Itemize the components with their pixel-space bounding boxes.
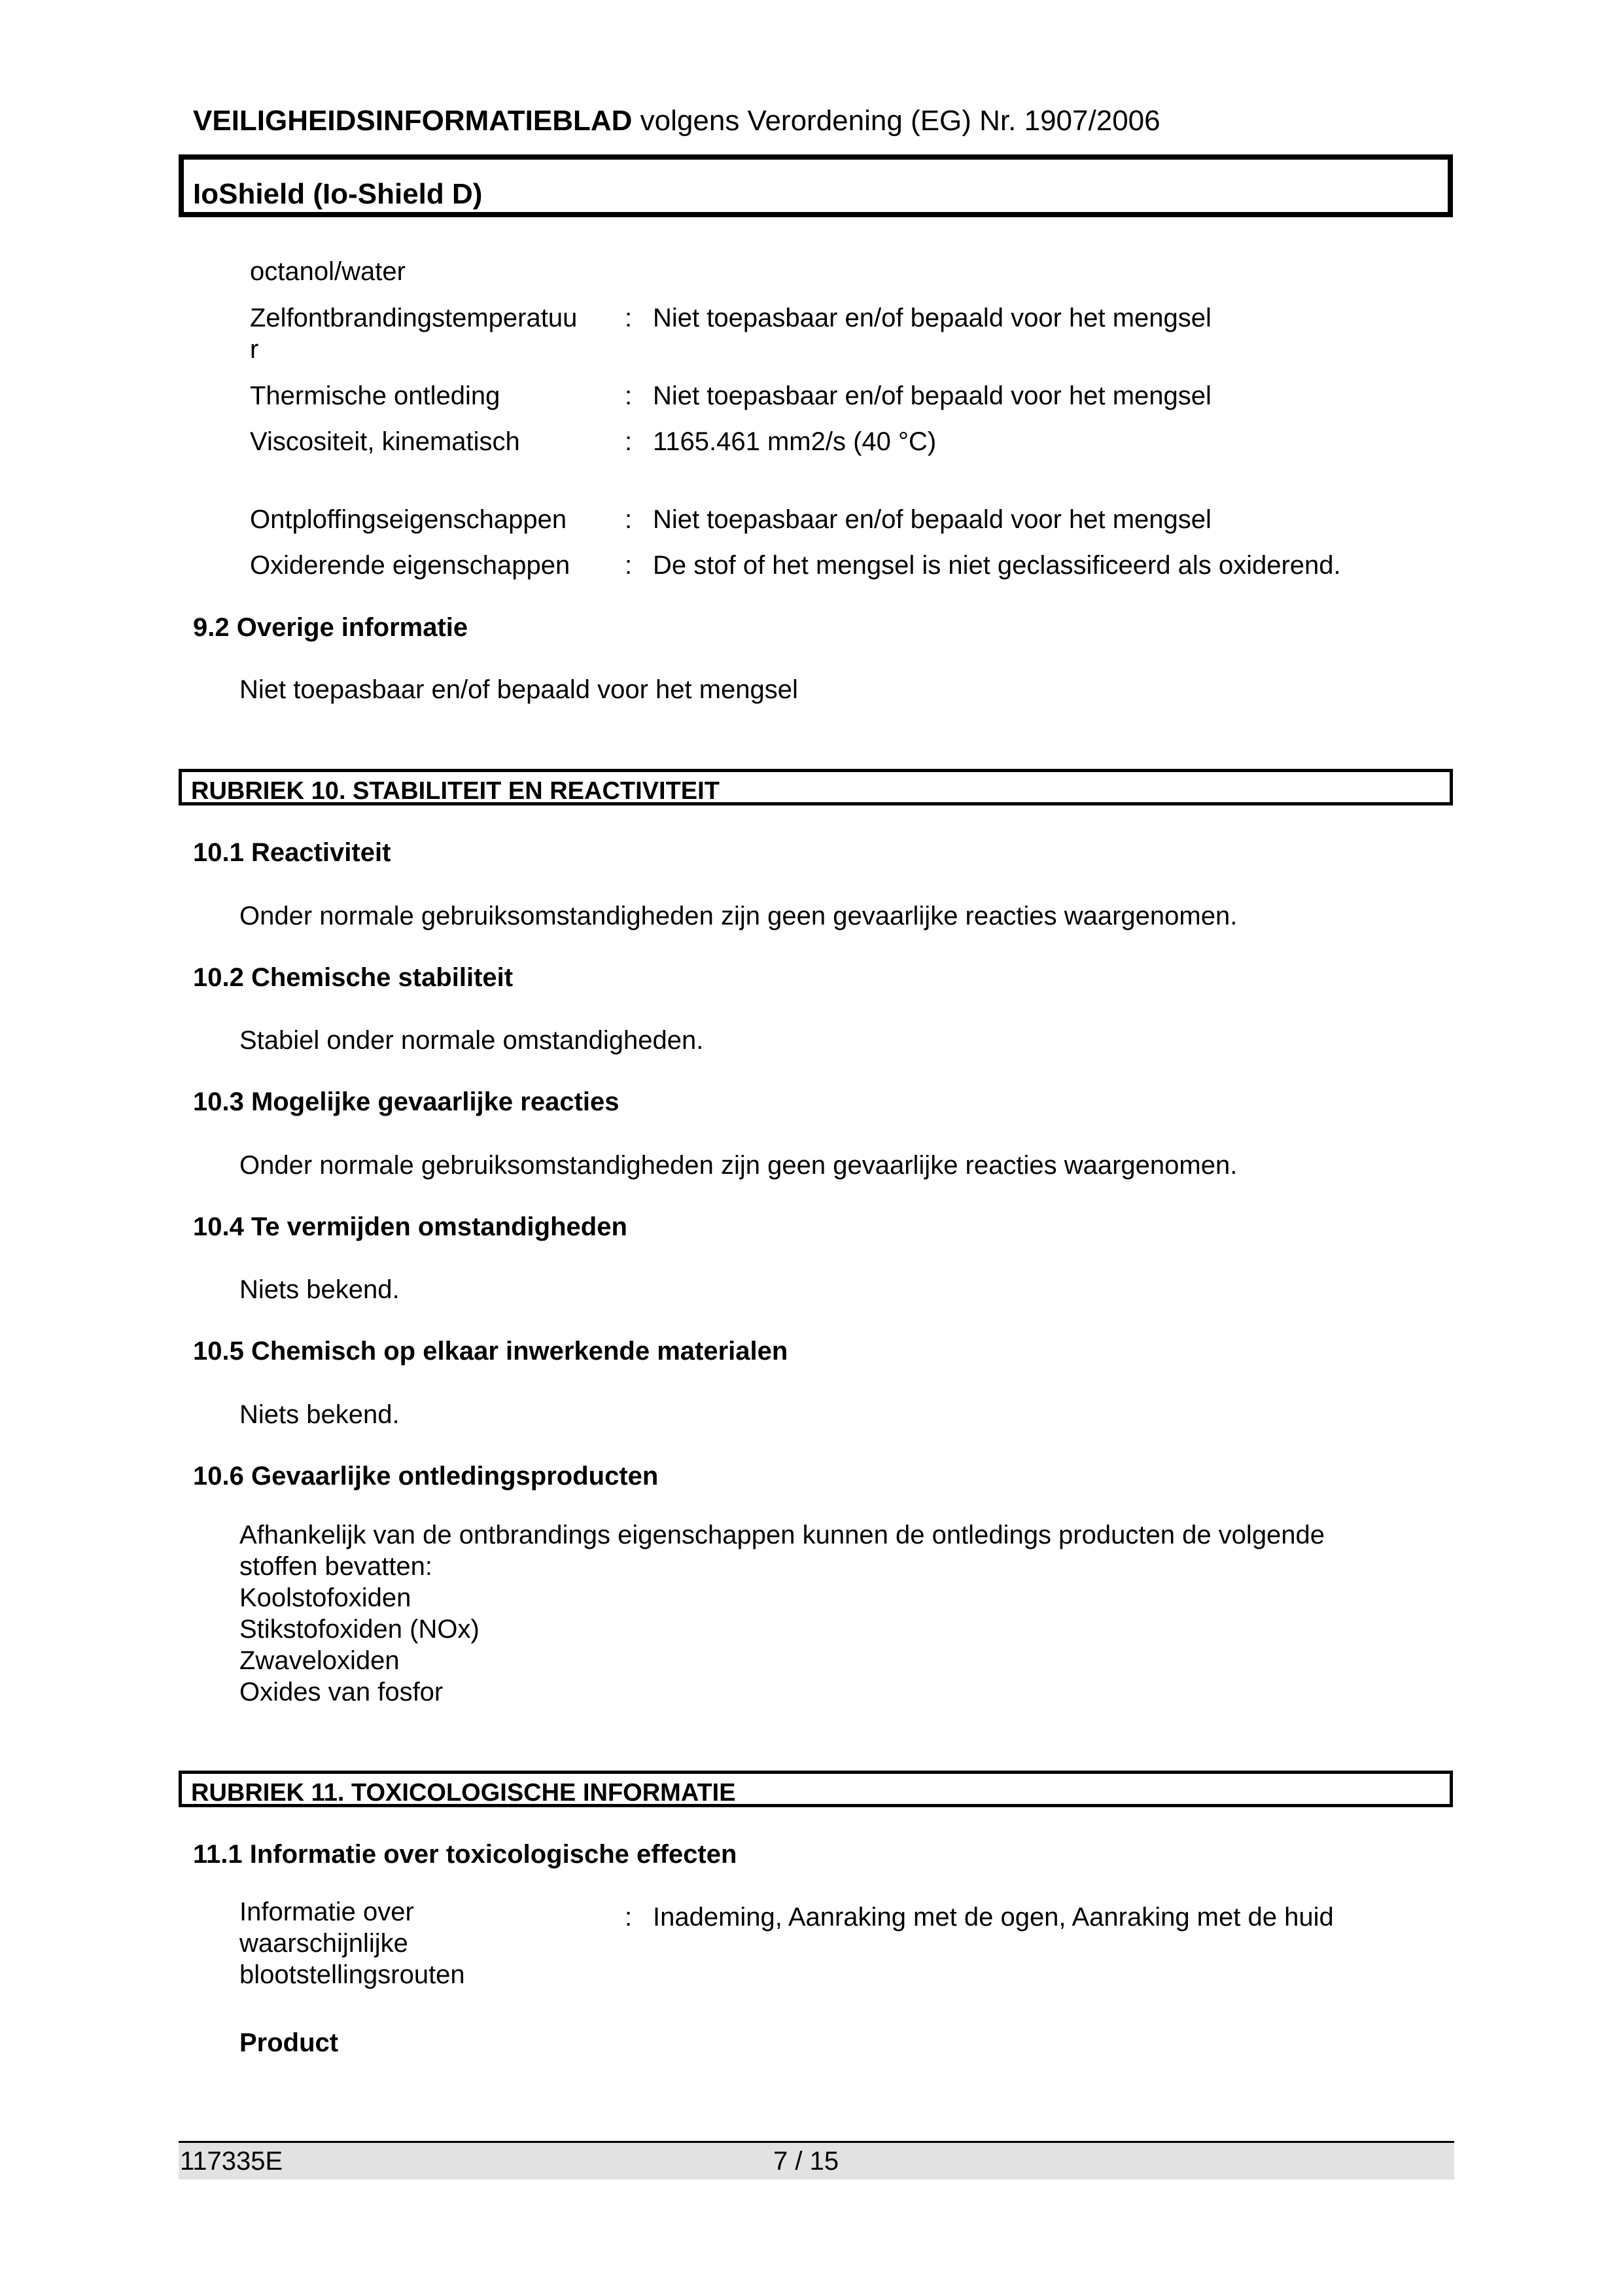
exposure-routes-label-line: Informatie over [239,1898,414,1926]
decomposition-line: stoffen bevatten: [239,1552,433,1581]
subsection-text-10-2: Stabiel onder normale omstandigheden. [239,1026,704,1055]
subsection-text-10-5: Niets bekend. [239,1400,400,1429]
property-label-thermal: Thermische ontleding [250,381,500,410]
exposure-routes-label-line: blootstellingsrouten [239,1960,465,1989]
property-colon: : [625,551,633,580]
subsection-heading-10-1: 10.1 Reactiviteit [193,838,391,867]
subsection-text-9-2: Niet toepasbaar en/of bepaald voor het mengsel [239,675,798,704]
property-value-oxidizing: De stof of het mengsel is niet geclassificeerd als oxiderend. [653,551,1341,580]
decomposition-line: Oxides van fosfor [239,1678,444,1706]
footer-page-number: 7 / 15 [773,2147,839,2176]
document-regulation: volgens Verordening (EG) Nr. 1907/2006 [640,105,1161,137]
property-label-explosive: Ontploffingseigenschappen [250,505,567,534]
property-value-explosive: Niet toepasbaar en/of bepaald voor het mengsel [653,505,1212,534]
subsection-heading-10-4: 10.4 Te vermijden omstandigheden [193,1212,627,1241]
subsection-heading-10-3: 10.3 Mogelijke gevaarlijke reacties [193,1087,620,1116]
property-value-autoignition: Niet toepasbaar en/of bepaald voor het mengsel [653,304,1212,332]
exposure-routes-label [239,1896,465,1990]
octanol-label-cont: octanol/water [250,257,406,286]
property-label-autoignition-1: Zelfontbrandingstemperatuu [250,304,578,332]
section-11-title: RUBRIEK 11. TOXICOLOGISCHE INFORMATIE [191,1779,736,1807]
property-label-viscosity: Viscositeit, kinematisch [250,427,520,456]
subsection-heading-11-1: 11.1 Informatie over toxicologische effecten [193,1840,737,1869]
subsection-heading-10-6: 10.6 Gevaarlijke ontledingsproducten [193,1462,659,1491]
product-name-box [179,154,1453,217]
property-value-thermal: Niet toepasbaar en/of bepaald voor het mengsel [653,381,1212,410]
property-label-oxidizing: Oxiderende eigenschappen [250,551,570,580]
decomposition-line: Afhankelijk van de ontbrandings eigenschappen kunnen de ontledings producten de volgende [239,1521,1325,1549]
property-colon: : [625,381,633,410]
product-name: IoShield (Io-Shield D) [193,178,483,210]
property-colon: : [625,505,633,534]
subsection-heading-10-2: 10.2 Chemische stabiliteit [193,963,514,992]
subsection-text-10-1: Onder normale gebruiksomstandigheden zijn geen gevaarlijke reacties waargenomen. [239,902,1238,930]
subsection-text-10-3: Onder normale gebruiksomstandigheden zijn geen gevaarlijke reacties waargenomen. [239,1151,1238,1180]
document-title: VEILIGHEIDSINFORMATIEBLAD [193,105,633,137]
footer-document-number: 117335E [180,2147,283,2176]
document-header [193,105,1161,137]
property-colon: : [625,304,633,332]
subsection-heading-9-2: 9.2 Overige informatie [193,613,468,642]
property-colon: : [625,1903,633,1932]
decomposition-line: Stikstofoxiden (NOx) [239,1615,480,1644]
section-11-header [179,1771,1453,1807]
exposure-routes-value: Inademing, Aanraking met de ogen, Aanraking met de huid [653,1903,1334,1932]
subsection-text-10-4: Niets bekend. [239,1275,400,1304]
section-10-header [179,769,1453,805]
decomposition-line: Zwaveloxiden [239,1646,400,1675]
property-value-viscosity: 1165.461 mm2/s (40 °C) [653,427,937,456]
subsection-heading-10-5: 10.5 Chemisch op elkaar inwerkende materialen [193,1337,788,1366]
exposure-routes-label-line: waarschijnlijke [239,1929,408,1958]
section-10-title: RUBRIEK 10. STABILITEIT EN REACTIVITEIT [191,777,720,805]
decomposition-products-list [239,1519,1325,1708]
decomposition-line: Koolstofoxiden [239,1583,411,1612]
property-label-autoignition-2: r [250,335,259,364]
property-colon: : [625,427,633,456]
product-subheading: Product [239,2028,339,2057]
